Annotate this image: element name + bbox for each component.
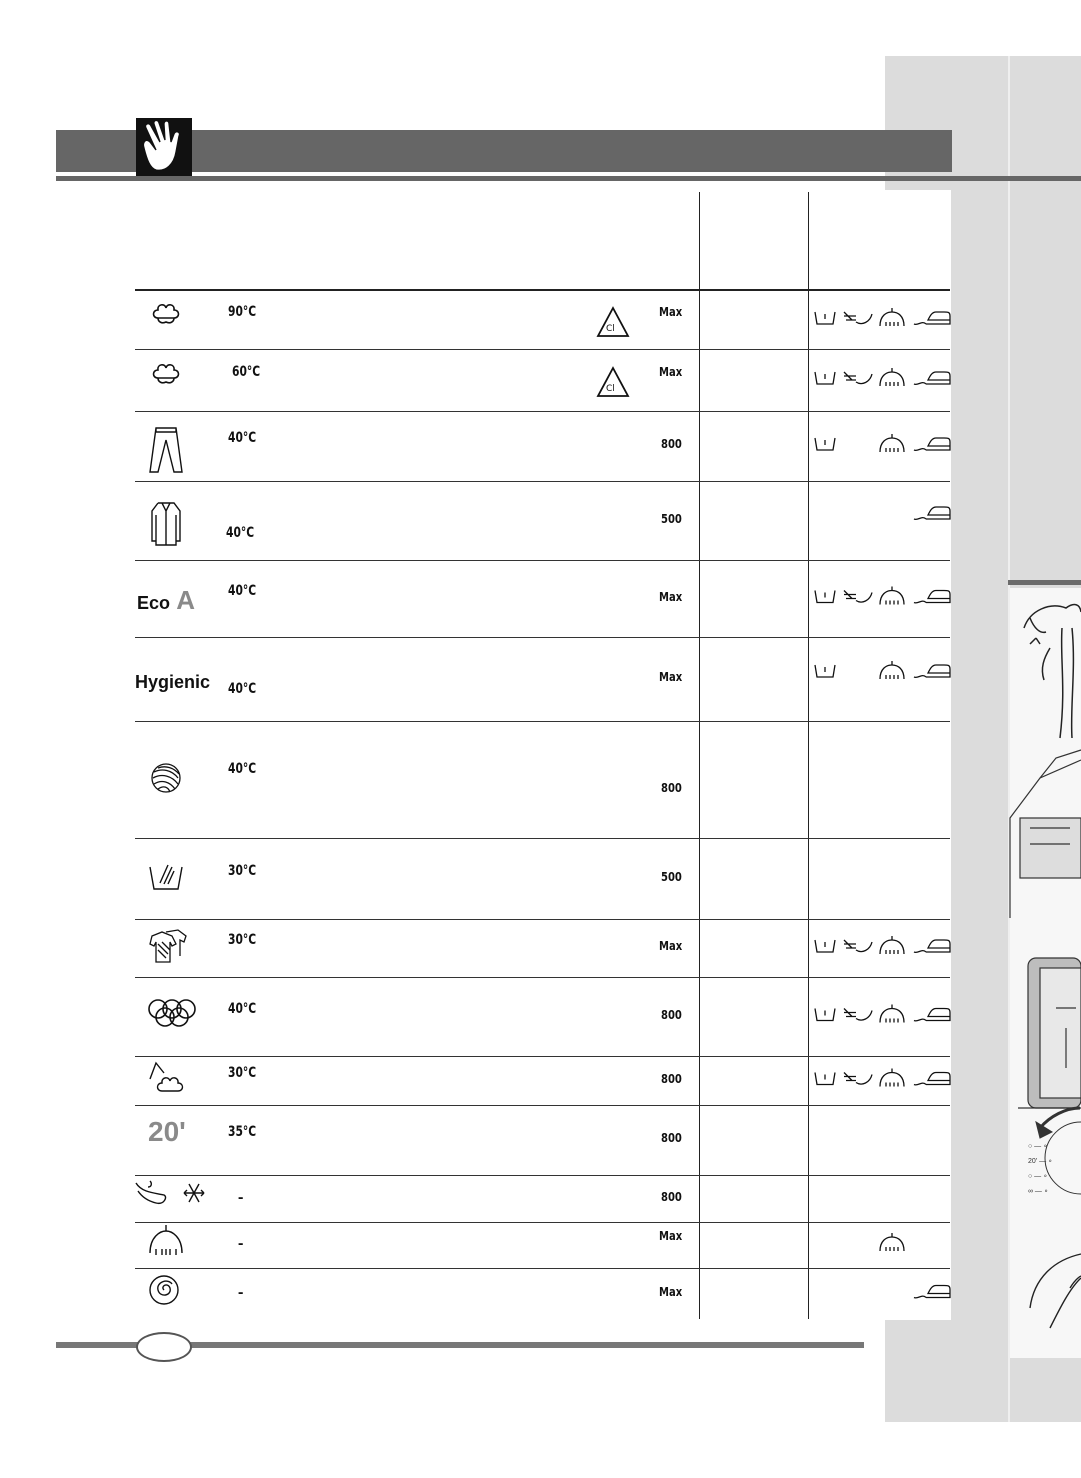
row-divider xyxy=(135,919,950,920)
header-rule xyxy=(56,176,1081,181)
page-number-oval xyxy=(136,1332,192,1362)
rinse-cold-icon xyxy=(134,1179,214,1227)
svg-text:Cl: Cl xyxy=(606,384,615,394)
row-divider xyxy=(135,411,950,412)
table-header-rule xyxy=(135,289,950,291)
table-extension xyxy=(885,190,951,1320)
cotton-icon xyxy=(148,360,198,408)
column-divider-2 xyxy=(808,192,809,1319)
row-divider xyxy=(135,977,950,978)
cotton-icon xyxy=(148,300,198,348)
bleach-icon xyxy=(596,366,630,403)
hand-icon xyxy=(136,118,192,176)
spin-speed: 500 xyxy=(661,868,682,884)
spin-speed: Max xyxy=(659,364,683,379)
spin-icon xyxy=(148,1274,198,1322)
svg-text:○ — ∘: ○ — ∘ xyxy=(1028,1173,1048,1180)
washing-machine-illustrations xyxy=(1010,588,1081,1358)
spin-speed: 800 xyxy=(661,779,682,795)
shirt-icon xyxy=(148,501,198,549)
temperature: – xyxy=(238,1189,244,1206)
svg-text:20' — ∘: 20' — ∘ xyxy=(1028,1158,1053,1165)
side-strip-line xyxy=(1008,580,1081,585)
spin-speed: 800 xyxy=(661,1006,682,1022)
temperature: 40°C xyxy=(228,582,257,599)
row-divider xyxy=(135,1268,950,1269)
column-divider-1 xyxy=(699,192,700,1319)
spin-speed: Max xyxy=(659,1283,683,1299)
temperature: 40°C xyxy=(228,430,257,446)
spin-speed: 500 xyxy=(661,510,682,526)
mixed-garments-icon xyxy=(148,928,198,976)
spin-speed: Max xyxy=(659,304,683,319)
wool-icon xyxy=(148,760,198,808)
eco-label xyxy=(137,585,195,616)
row-divider xyxy=(135,1056,950,1057)
row-divider xyxy=(135,1105,950,1106)
twenty-min-label: 20' xyxy=(148,1116,186,1147)
temperature: – xyxy=(238,1236,244,1252)
temperature: 40°C xyxy=(228,761,257,777)
eco-letter: A xyxy=(170,584,196,615)
row-divider xyxy=(135,560,950,561)
spin-speed: 800 xyxy=(661,1130,682,1145)
temperature: 90°C xyxy=(228,304,257,320)
svg-text:○ — ∘: ○ — ∘ xyxy=(1028,1143,1048,1150)
row-divider xyxy=(135,481,950,482)
side-illustrations xyxy=(1010,588,1081,1358)
svg-text:Cl: Cl xyxy=(606,324,615,334)
row-divider xyxy=(135,838,950,839)
temperature: 30°C xyxy=(228,862,257,879)
cotton-refresh-icon xyxy=(148,1061,198,1109)
temperature: 40°C xyxy=(226,524,255,541)
row-divider xyxy=(135,721,950,722)
temperature: 40°C xyxy=(228,1000,257,1017)
drain-icon xyxy=(148,1225,198,1273)
rings-icon xyxy=(148,997,198,1045)
handwash-icon xyxy=(148,859,198,907)
trousers-icon xyxy=(148,426,198,474)
svg-text:∞ — ∘: ∞ — ∘ xyxy=(1028,1188,1049,1195)
temperature: 35°C xyxy=(228,1124,257,1140)
hygienic-label: Hygienic xyxy=(135,672,211,692)
spin-speed: Max xyxy=(659,938,683,953)
spin-speed: Max xyxy=(659,588,683,604)
temperature: 30°C xyxy=(228,1064,257,1081)
bleach-icon xyxy=(596,306,630,343)
spin-speed: Max xyxy=(659,669,683,684)
spin-speed: 800 xyxy=(661,1188,682,1204)
row-divider xyxy=(135,1175,950,1176)
row-divider xyxy=(135,637,950,638)
temperature: 60°C xyxy=(232,364,261,380)
temperature: 30°C xyxy=(228,932,257,948)
temperature: 40°C xyxy=(228,681,257,697)
eco-text: Eco xyxy=(137,592,171,613)
spin-speed: 800 xyxy=(661,436,682,451)
spin-speed: Max xyxy=(659,1228,683,1243)
spin-speed: 800 xyxy=(661,1070,682,1086)
temperature: – xyxy=(238,1284,244,1301)
row-divider xyxy=(135,1222,950,1223)
row-divider xyxy=(135,349,950,350)
